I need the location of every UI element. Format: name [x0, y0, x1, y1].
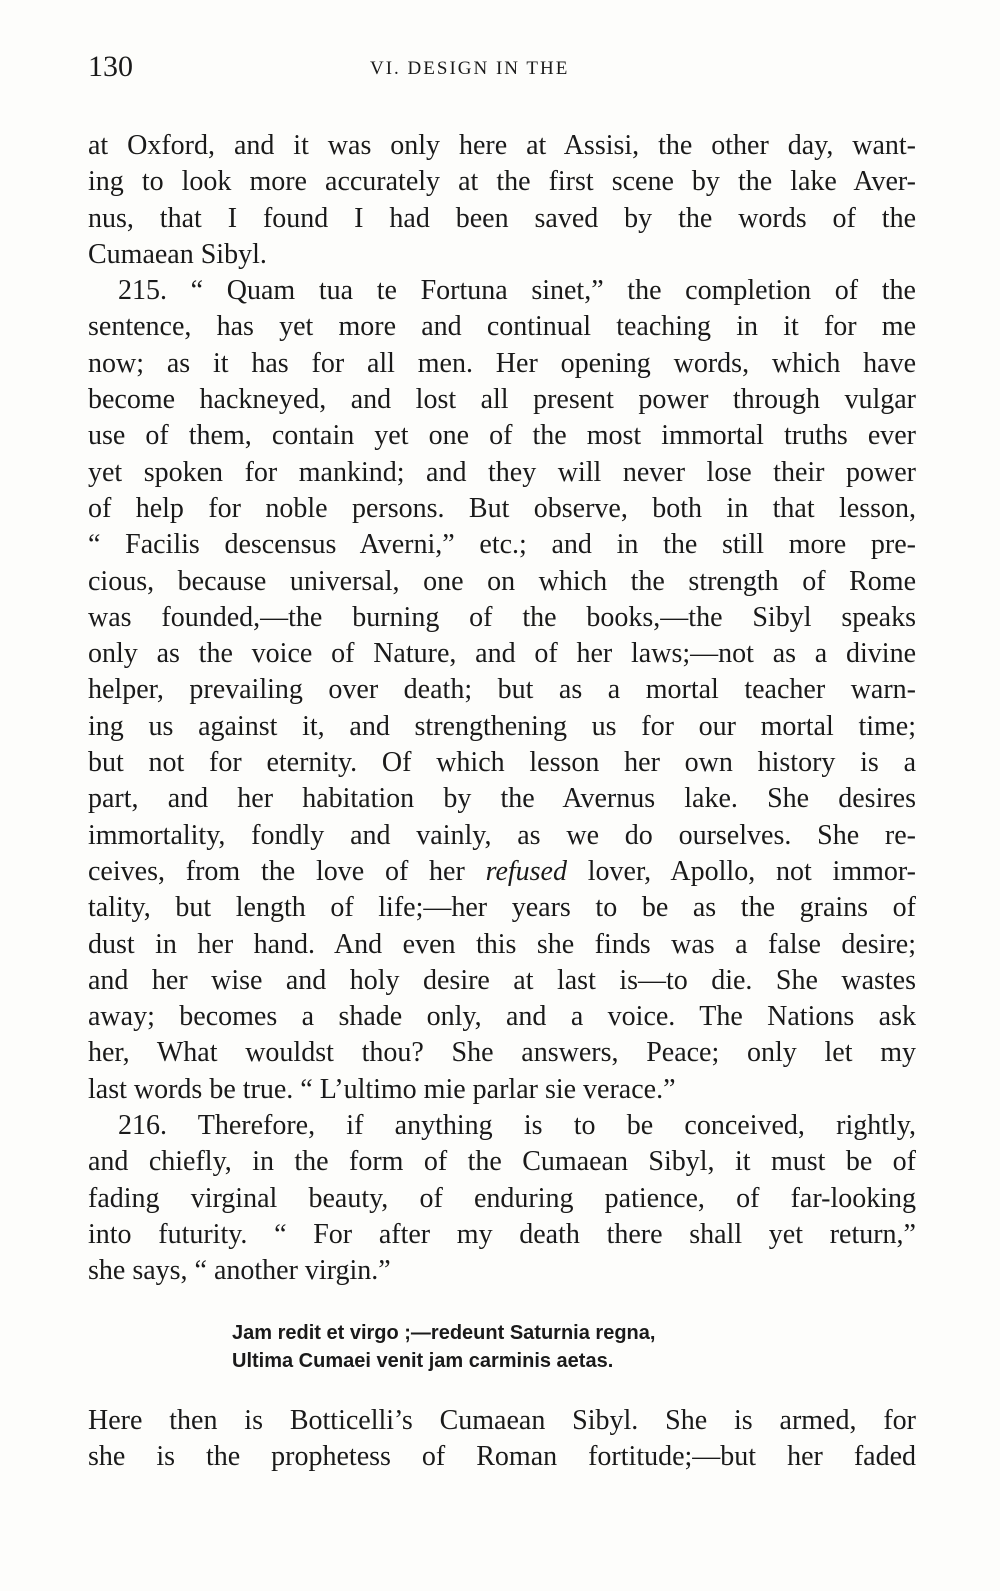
paragraph-continuation — [88, 128, 916, 273]
text-line: 216. Therefore, if anything is to be conceived, rightly, — [118, 1110, 916, 1142]
text-line: of help for noble persons. But observe, both in that lesson, — [88, 492, 916, 524]
text-line: was founded,—the burning of the books,—the Sibyl speaks — [88, 601, 916, 633]
page-number: 130 — [88, 50, 133, 83]
paragraph-215 — [88, 273, 916, 1108]
text-line: 215. “ Quam tua te Fortuna sinet,” the completion of the — [118, 275, 916, 307]
text-line: ceives, from the love of her refused lover, Apollo, not immor- — [88, 855, 916, 887]
text-line: yet spoken for mankind; and they will never lose their power — [88, 456, 916, 488]
text-line: Cumaean Sibyl. — [88, 238, 267, 270]
text-line: dust in her hand. And even this she finds was a false desire; — [88, 928, 916, 960]
verse-quotation — [232, 1319, 792, 1375]
text-line: fading virginal beauty, of enduring patience, of far-looking — [88, 1182, 916, 1214]
paragraph-216 — [88, 1108, 916, 1289]
text-line: sentence, has yet more and continual teaching in it for me — [88, 311, 916, 343]
text-line: she is the prophetess of Roman fortitude;—but her faded — [88, 1441, 916, 1473]
text-line: her, What wouldst thou? She answers, Peace; only let my — [88, 1037, 916, 1069]
text-line: into futurity. “ For after my death there shall yet return,” — [88, 1218, 916, 1250]
text-line: ing us against it, and strengthening us for our mortal time; — [88, 710, 916, 742]
text-line: she says, “ another virgin.” — [88, 1255, 391, 1287]
text-line: cious, because universal, one on which the strength of Rome — [88, 565, 916, 597]
text-line: but not for eternity. Of which lesson her own history is a — [88, 747, 916, 779]
text-line: tality, but length of life;—her years to be as the grains of — [88, 892, 916, 924]
text-line: away; becomes a shade only, and a voice. The Nations ask — [88, 1001, 916, 1033]
text-line: nus, that I found I had been saved by the words of the — [88, 202, 916, 234]
text-line: helper, prevailing over death; but as a mortal teacher warn- — [88, 674, 916, 706]
text-line: and chiefly, in the form of the Cumaean Sibyl, it must be of — [88, 1146, 916, 1178]
text-line: Here then is Botticelli’s Cumaean Sibyl. She is armed, for — [88, 1405, 916, 1436]
text-line: only as the voice of Nature, and of her laws;—not as a divine — [88, 638, 916, 670]
page-header — [88, 50, 918, 90]
text-line: use of them, contain yet one of the most immortal truths ever — [88, 420, 916, 452]
text-line: part, and her habitation by the Avernus lake. She desires — [88, 783, 916, 815]
text-line: become hackneyed, and lost all present power through vulgar — [88, 384, 916, 416]
running-head: VI. DESIGN IN THE — [370, 58, 570, 79]
text-line: “ Facilis descensus Averni,” etc.; and in the still more pre- — [88, 529, 916, 561]
text-line: and her wise and holy desire at last is—to die. She wastes — [88, 964, 916, 996]
verse-line: Ultima Cumaei venit jam carminis aetas. — [232, 1350, 614, 1372]
verse-line: Jam redit et virgo ;—redeunt Saturnia regna, — [232, 1322, 656, 1344]
text-line: last words be true. “ L’ultimo mie parlar sie verace.” — [88, 1073, 676, 1105]
text-line: ing to look more accurately at the first scene by the lake Aver- — [88, 166, 916, 198]
body-text — [88, 128, 916, 1290]
text-line: immortality, fondly and vainly, as we do ourselves. She re- — [88, 819, 916, 851]
text-line: at Oxford, and it was only here at Assisi, the other day, want- — [88, 130, 916, 161]
paragraph-after-verse — [88, 1403, 916, 1476]
text-line: now; as it has for all men. Her opening words, which have — [88, 347, 916, 379]
